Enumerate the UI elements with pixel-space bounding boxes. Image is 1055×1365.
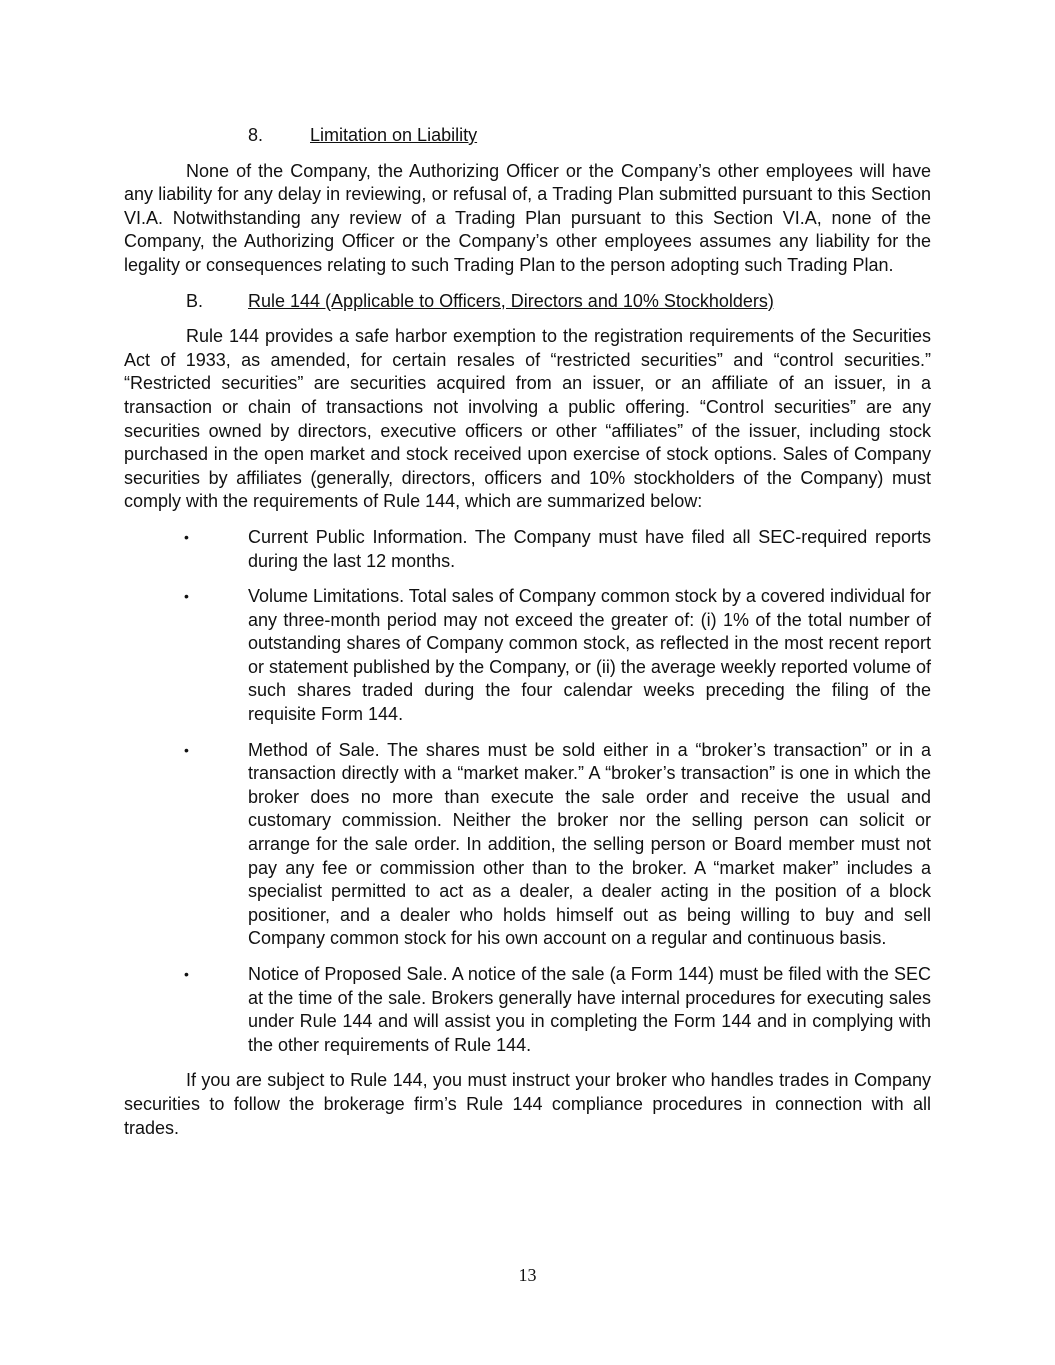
bullet-icon: • [184, 588, 189, 605]
section-b-intro: Rule 144 provides a safe harbor exemption to the registration requirements of the Securities Act of 1933, as amended, for certain resales of “restricted securities” and “control securities.” “Restricted securities” are securities acquired from an issuer, or an affiliate of an issuer, in a transaction or chain of transactions not involving a public offering. “Control securities” are any securities owned by directors, executive officers or other “affiliates” of the issuer, including stock purchased in the open market and stock received upon exercise of stock options. Sales of Company securities by affiliates (generally, directors, officers and 10% stockholders of the Company) must comply with the requirements of Rule 144, which are summarized below: [124, 326, 931, 512]
list-item [124, 585, 931, 727]
section-8-title: Limitation on Liability [310, 125, 478, 145]
section-8-heading [124, 124, 931, 148]
list-item-text: Current Public Information. The Company must have filed all SEC-required reports during the last 12 months. [248, 526, 931, 571]
list-item-text: Volume Limitations. Total sales of Company common stock by a covered individual for any three-month period may not exceed the greater of: (i) 1% of the total number of outstanding shares of Company common stock, as reflected in the most recent report or statement published by the Company, or (ii) the average weekly reported volume of such shares traded during the four calendar weeks preceding the filing of the requisite Form 144. [248, 586, 932, 725]
section-8-number: 8. [248, 125, 264, 145]
section-b-number: B. [186, 290, 204, 311]
list-item-text: Method of Sale. The shares must be sold either in a “broker’s transaction” or in a transaction directly with a “market maker.” A “broker’s transaction” is one in which the broker does no more than execute the sale order and receive the usual and customary commission. Neither the broker nor the selling person can solicit or arrange for the sale order. In addition, the selling person or Board member must not pay any fee or commission other than to the broker. A “market maker” includes a specialist permitted to act as a dealer, a dealer acting in the position of a block positioner, and a dealer who holds himself out as being willing to buy and sell Company common stock for his own account on a regular and continuous basis. [248, 739, 931, 949]
section-b-closing: If you are subject to Rule 144, you must instruct your broker who handles trades in Company securities to follow the brokerage firm’s Rule 144 compliance procedures in connection with all trades. [124, 1070, 931, 1138]
section-b-title: Rule 144 (Applicable to Officers, Directors and 10% Stockholders) [248, 290, 774, 311]
section-8-body: None of the Company, the Authorizing Officer or the Company’s other employees will have any liability for any delay in reviewing, or refusal of, a Trading Plan submitted pursuant to this Section VI.A. Notwithstanding any review of a Trading Plan pursuant to this Section VI.A, none of the Company, the Authorizing Officer or the Company’s other employees assumes any liability for the legality or consequences relating to such Trading Plan to the person adopting such Trading Plan. [124, 160, 931, 275]
document-page [124, 124, 931, 1152]
list-item-text: Notice of Proposed Sale. A notice of the sale (a Form 144) must be filed with the SEC at the time of the sale. Brokers generally have internal procedures for executing sales under Rule 144 and will assist you in completing the Form 144 and in complying with the other requirements of Rule 144. [248, 964, 931, 1055]
list-item [124, 526, 931, 573]
bullet-icon: • [184, 528, 189, 545]
list-item [124, 963, 931, 1057]
bullet-icon: • [184, 741, 189, 758]
rule-144-requirements-list [124, 526, 931, 1057]
page-number: 13 [518, 1265, 537, 1285]
bullet-icon: • [184, 966, 189, 982]
section-b-heading [124, 290, 931, 314]
list-item [124, 739, 931, 951]
